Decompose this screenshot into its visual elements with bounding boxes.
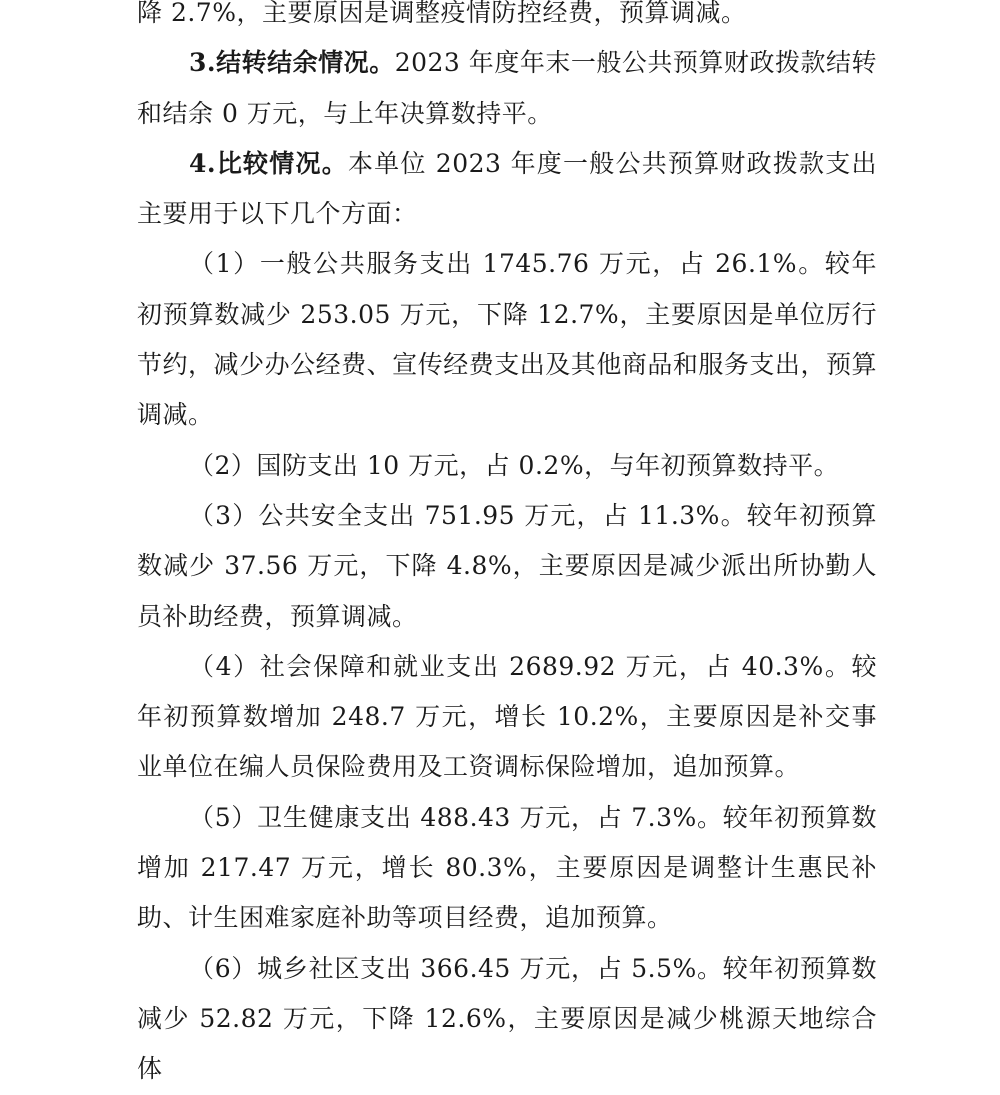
list-item-national-defense — [137, 441, 877, 491]
paragraph-text: 2023 年度年末一般公共预算财政拨款结转和结余 0 万元，与上年决算数持平。 — [137, 48, 877, 128]
section-heading-comparison: 4.比较情况。 — [189, 148, 348, 178]
paragraph-carryover — [137, 38, 877, 139]
paragraph-text: （6）城乡社区支出 366.45 万元，占 5.5%。较年初预算数减少 52.82 万元，下降 12.6%，主要原因是减少桃源天地综合体 — [137, 953, 877, 1084]
document-page — [137, 0, 877, 1095]
paragraph-text: 降 2.7%，主要原因是调整疫情防控经费，预算调减。 — [137, 0, 747, 27]
paragraph-text: （5）卫生健康支出 488.43 万元，占 7.3%。较年初预算数增加 217.47 万元，增长 80.3%，主要原因是调整计生惠民补助、计生困难家庭补助等项目经费，追加预算。 — [137, 802, 877, 933]
list-item-urban-rural-community — [137, 944, 877, 1095]
paragraph-text: （3）公共安全支出 751.95 万元，占 11.3%。较年初预算数减少 37.56 万元，下降 4.8%，主要原因是减少派出所协勤人员补助经费，预算调减。 — [137, 500, 877, 631]
list-item-social-security — [137, 642, 877, 793]
paragraph-comparison — [137, 139, 877, 240]
paragraph-text: （4）社会保障和就业支出 2689.92 万元，占 40.3%。较年初预算数增加 248.7 万元，增长 10.2%，主要原因是补交事业单位在编人员保险费用及工资调标保险增加，追加预算。 — [137, 651, 877, 782]
paragraph-text: 本单位 2023 年度一般公共预算财政拨款支出主要用于以下几个方面： — [137, 148, 877, 229]
list-item-health — [137, 793, 877, 944]
list-item-public-security — [137, 491, 877, 642]
list-item-general-public-services — [137, 239, 877, 440]
paragraph-text: （2）国防支出 10 万元，占 0.2%，与年初预算数持平。 — [189, 450, 840, 480]
paragraph-text: （1）一般公共服务支出 1745.76 万元，占 26.1%。较年初预算数减少 253.05 万元，下降 12.7%，主要原因是单位厉行节约，减少办公经费、宣传经费支出及其他商品和服务支出，预算调减。 — [137, 249, 877, 430]
paragraph-expenditure-cont — [137, 0, 877, 38]
section-heading-carryover: 3.结转结余情况。 — [189, 48, 395, 78]
